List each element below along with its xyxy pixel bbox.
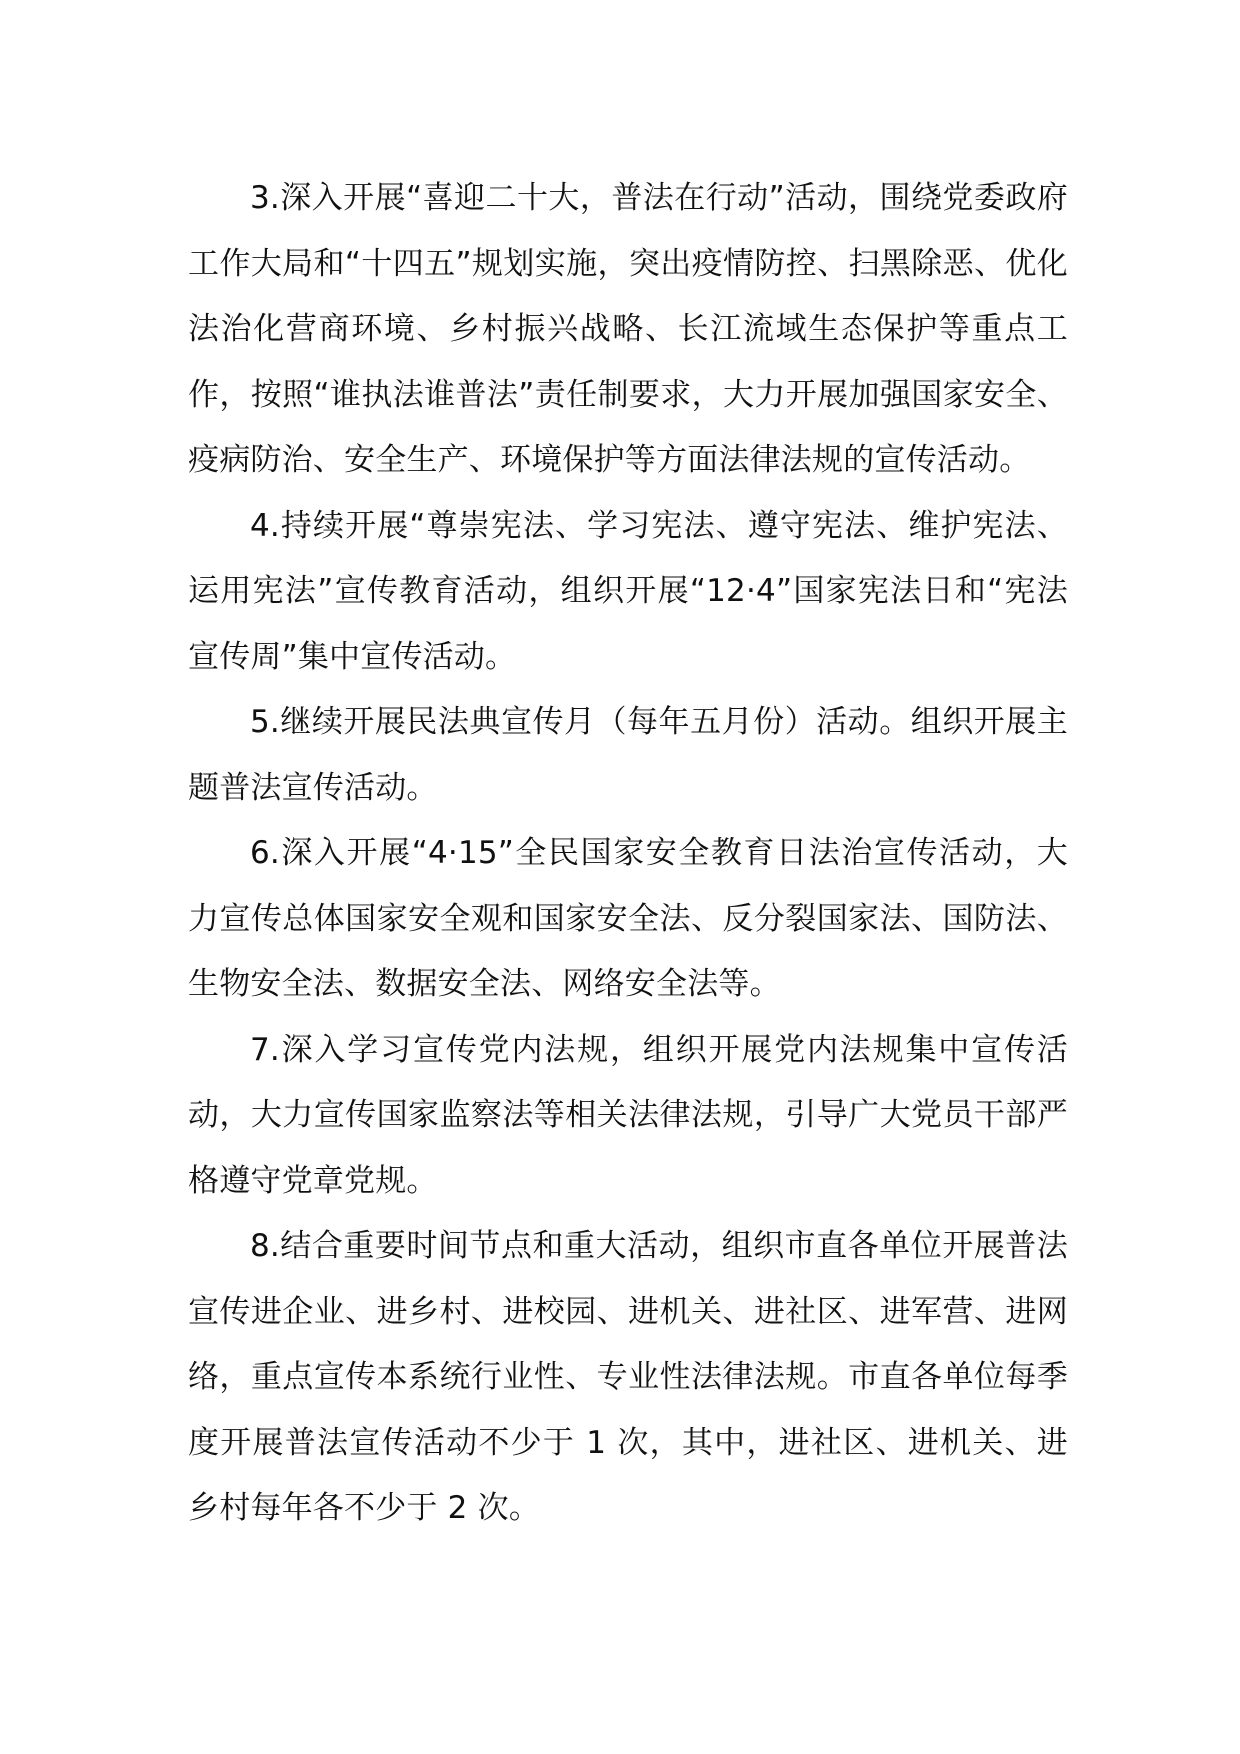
paragraph-number: 5. xyxy=(250,704,280,740)
paragraph-7 xyxy=(188,1018,1068,1215)
paragraph-3 xyxy=(188,166,1068,494)
paragraph-text: 持续开展“尊崇宪法、学习宪法、遵守宪法、维护宪法、运用宪法”宣传教育活动，组织开展“12·4”国家宪法日和“宪法宣传周”集中宣传活动。 xyxy=(188,507,1068,675)
paragraph-number: 3. xyxy=(250,180,280,216)
paragraph-text: 深入开展“喜迎二十大，普法在行动”活动，围绕党委政府工作大局和“十四五”规划实施，突出疫情防控、扫黑除恶、优化法治化营商环境、乡村振兴战略、长江流域生态保护等重点工作，按照“谁执法谁普法”责任制要求，大力开展加强国家安全、疫病防治、安全生产、环境保护等方面法律法规的宣传活动。 xyxy=(188,180,1068,478)
paragraph-text: 深入开展“4·15”全民国家安全教育日法治宣传活动，大力宣传总体国家安全观和国家安全法、反分裂国家法、国防法、生物安全法、数据安全法、网络安全法等。 xyxy=(188,835,1068,1002)
paragraph-4 xyxy=(188,494,1068,691)
paragraph-text: 结合重要时间节点和重大活动，组织市直各单位开展普法宣传进企业、进乡村、进校园、进机关、进社区、进军营、进网络，重点宣传本系统行业性、专业性法律法规。市直各单位每季度开展普法宣传活动不少于 1 次，其中，进社区、进机关、进乡村每年各不少于 2 次。 xyxy=(188,1228,1068,1526)
paragraph-text: 深入学习宣传党内法规，组织开展党内法规集中宣传活动，大力宣传国家监察法等相关法律法规，引导广大党员干部严格遵守党章党规。 xyxy=(188,1031,1068,1199)
paragraph-number: 7. xyxy=(250,1031,280,1068)
paragraph-8 xyxy=(188,1214,1068,1542)
document-body xyxy=(188,166,1068,1542)
paragraph-number: 8. xyxy=(250,1228,280,1264)
paragraph-5 xyxy=(188,690,1068,821)
paragraph-text: 继续开展民法典宣传月（每年五月份）活动。组织开展主题普法宣传活动。 xyxy=(188,704,1068,806)
paragraph-number: 4. xyxy=(250,507,280,544)
paragraph-number: 6. xyxy=(250,835,280,871)
paragraph-6 xyxy=(188,821,1068,1018)
